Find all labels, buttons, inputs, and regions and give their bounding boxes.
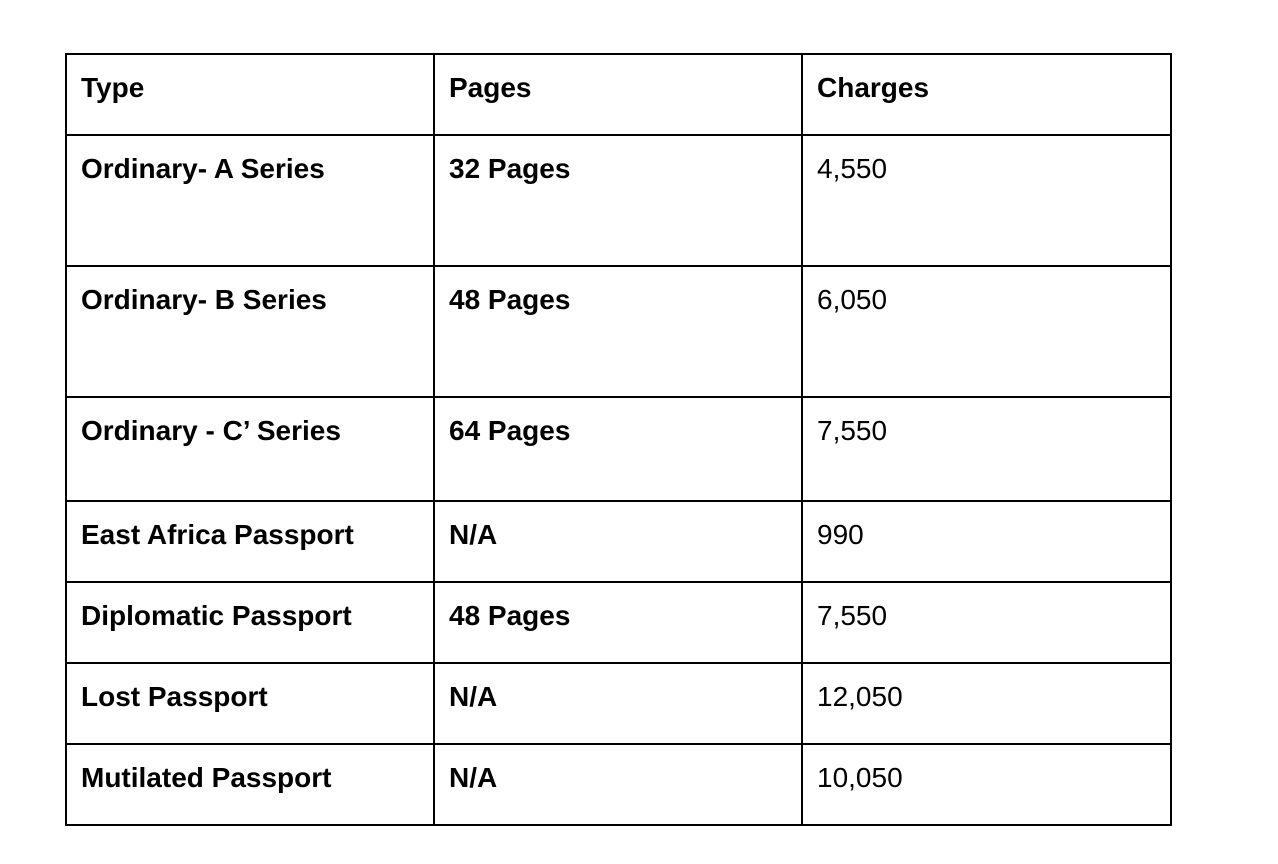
cell-type: Diplomatic Passport (66, 582, 434, 663)
header-type: Type (66, 54, 434, 135)
cell-pages: N/A (434, 744, 802, 825)
cell-pages: 48 Pages (434, 582, 802, 663)
cell-type: Ordinary- B Series (66, 266, 434, 397)
cell-type: Mutilated Passport (66, 744, 434, 825)
header-charges: Charges (802, 54, 1171, 135)
cell-charges: 4,550 (802, 135, 1171, 266)
table-row (66, 663, 1171, 744)
table-row (66, 397, 1171, 501)
table-row (66, 582, 1171, 663)
table-row (66, 744, 1171, 825)
table-row (66, 266, 1171, 397)
table-header-row (66, 54, 1171, 135)
cell-type: Lost Passport (66, 663, 434, 744)
cell-type: East Africa Passport (66, 501, 434, 582)
cell-charges: 7,550 (802, 582, 1171, 663)
header-pages: Pages (434, 54, 802, 135)
passport-charges-table (65, 53, 1172, 826)
cell-charges: 12,050 (802, 663, 1171, 744)
cell-pages: N/A (434, 663, 802, 744)
cell-pages: 48 Pages (434, 266, 802, 397)
cell-charges: 6,050 (802, 266, 1171, 397)
table-row (66, 501, 1171, 582)
table-row (66, 135, 1171, 266)
cell-charges: 7,550 (802, 397, 1171, 501)
cell-pages: 32 Pages (434, 135, 802, 266)
cell-pages: 64 Pages (434, 397, 802, 501)
cell-charges: 990 (802, 501, 1171, 582)
cell-type: Ordinary- A Series (66, 135, 434, 266)
cell-pages: N/A (434, 501, 802, 582)
cell-type: Ordinary - C’ Series (66, 397, 434, 501)
cell-charges: 10,050 (802, 744, 1171, 825)
